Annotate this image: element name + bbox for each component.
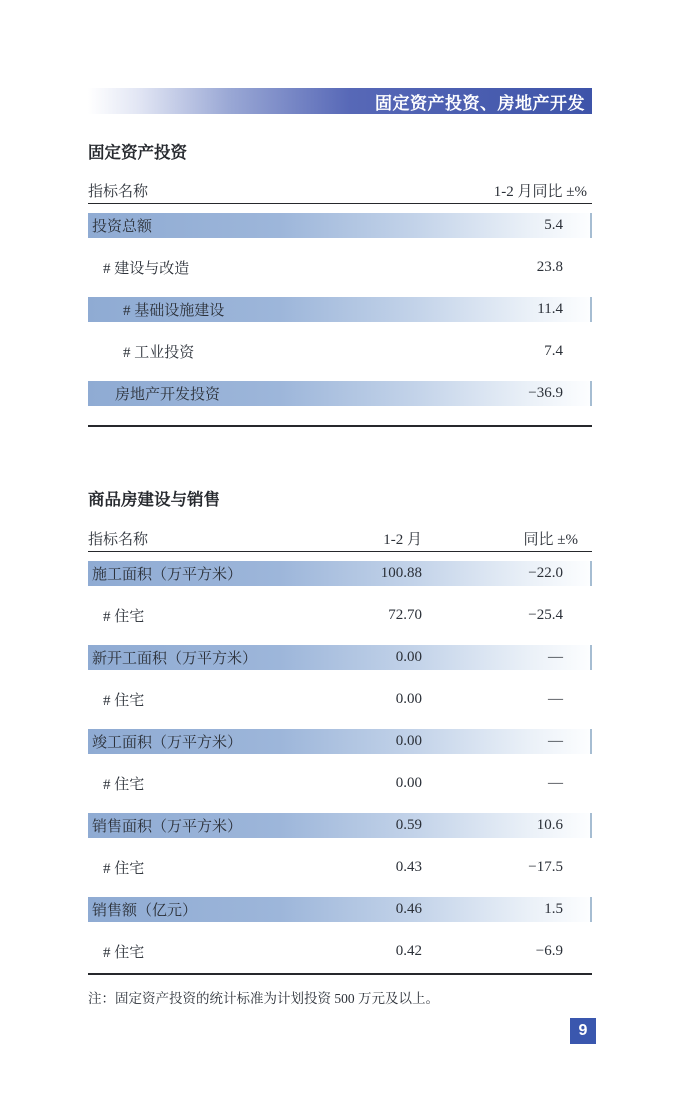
row-indicator-name: 销售面积（万平方米） [92, 818, 243, 835]
row-period-value: 100.88 [380, 564, 422, 581]
row-period-value: 72.70 [388, 606, 422, 623]
table-row [88, 372, 592, 414]
table2-body [88, 552, 592, 975]
row-yoy-value: 5.4 [544, 216, 563, 233]
table2-col-yoy: 同比 ±% [523, 532, 578, 548]
row-yoy-value: — [548, 690, 563, 707]
row-indicator-name: # 住宅 [103, 608, 145, 625]
row-yoy-value: — [548, 732, 563, 749]
row-band [88, 939, 592, 964]
row-yoy-value: 7.4 [544, 342, 563, 359]
row-yoy-value: 10.6 [536, 816, 563, 833]
row-band [88, 561, 592, 586]
row-indicator-name: # 工业投资 [123, 344, 195, 361]
footnote: 注：固定资产投资的统计标准为计划投资 500 万元及以上。 [88, 991, 439, 1006]
row-indicator-name: 房地产开发投资 [115, 386, 221, 403]
row-indicator-name: # 住宅 [103, 860, 145, 877]
row-period-value: 0.43 [395, 858, 422, 875]
row-band [88, 381, 592, 406]
row-band [88, 771, 592, 796]
row-yoy-value: −17.5 [528, 858, 563, 875]
row-band [88, 297, 592, 322]
row-indicator-name: # 住宅 [103, 776, 145, 793]
row-band [88, 729, 592, 754]
table-row [88, 678, 592, 720]
table1-col-yoy: 1-2 月同比 ±% [493, 184, 587, 200]
row-period-value: 0.46 [395, 900, 422, 917]
table-row [88, 720, 592, 762]
table-row [88, 594, 592, 636]
table-row [88, 846, 592, 888]
row-yoy-value: 23.8 [536, 258, 563, 275]
row-yoy-value: −22.0 [528, 564, 563, 581]
table1-body [88, 204, 592, 427]
table2-header [88, 530, 592, 552]
table-row [88, 888, 592, 930]
row-band [88, 645, 592, 670]
table-row [88, 636, 592, 678]
table-row [88, 762, 592, 804]
table-row [88, 204, 592, 246]
table1-header [88, 182, 592, 204]
table-row [88, 330, 592, 372]
row-indicator-name: # 建设与改造 [103, 260, 190, 277]
row-indicator-name: # 住宅 [103, 692, 145, 709]
table-row [88, 930, 592, 972]
page-number-badge: 9 [570, 1018, 596, 1044]
table2-col-indicator: 指标名称 [88, 532, 149, 548]
row-indicator-name: 竣工面积（万平方米） [92, 734, 243, 751]
row-indicator-name: 销售额（亿元） [92, 902, 198, 919]
section-title-commercial-housing: 商品房建设与销售 [88, 491, 220, 509]
row-period-value: 0.00 [395, 732, 422, 749]
row-yoy-value: — [548, 774, 563, 791]
row-band [88, 813, 592, 838]
row-yoy-value: — [548, 648, 563, 665]
table-row [88, 552, 592, 594]
row-indicator-name: # 基础设施建设 [123, 302, 225, 319]
row-indicator-name: # 住宅 [103, 944, 145, 961]
row-band [88, 687, 592, 712]
row-yoy-value: −25.4 [528, 606, 563, 623]
row-yoy-value: −36.9 [528, 384, 563, 401]
row-band [88, 339, 592, 364]
section-title-fixed-asset-investment: 固定资产投资 [88, 144, 187, 162]
row-yoy-value: 1.5 [544, 900, 563, 917]
table1-col-indicator: 指标名称 [88, 184, 149, 200]
row-period-value: 0.00 [395, 774, 422, 791]
row-band [88, 213, 592, 238]
banner-title: 固定资产投资、房地产开发 [375, 93, 585, 113]
table-row [88, 288, 592, 330]
row-period-value: 0.42 [395, 942, 422, 959]
table-row [88, 804, 592, 846]
section-banner [88, 88, 592, 114]
table-row [88, 246, 592, 288]
row-band [88, 897, 592, 922]
row-indicator-name: 投资总额 [92, 218, 153, 235]
row-band [88, 255, 592, 280]
table2-col-period: 1-2 月 [383, 532, 422, 548]
row-period-value: 0.00 [395, 648, 422, 665]
row-period-value: 0.00 [395, 690, 422, 707]
row-period-value: 0.59 [395, 816, 422, 833]
row-band [88, 855, 592, 880]
row-band [88, 603, 592, 628]
row-yoy-value: 11.4 [537, 300, 563, 317]
row-indicator-name: 新开工面积（万平方米） [92, 650, 258, 667]
page-content [88, 0, 592, 1008]
row-yoy-value: −6.9 [535, 942, 563, 959]
row-indicator-name: 施工面积（万平方米） [92, 566, 243, 583]
